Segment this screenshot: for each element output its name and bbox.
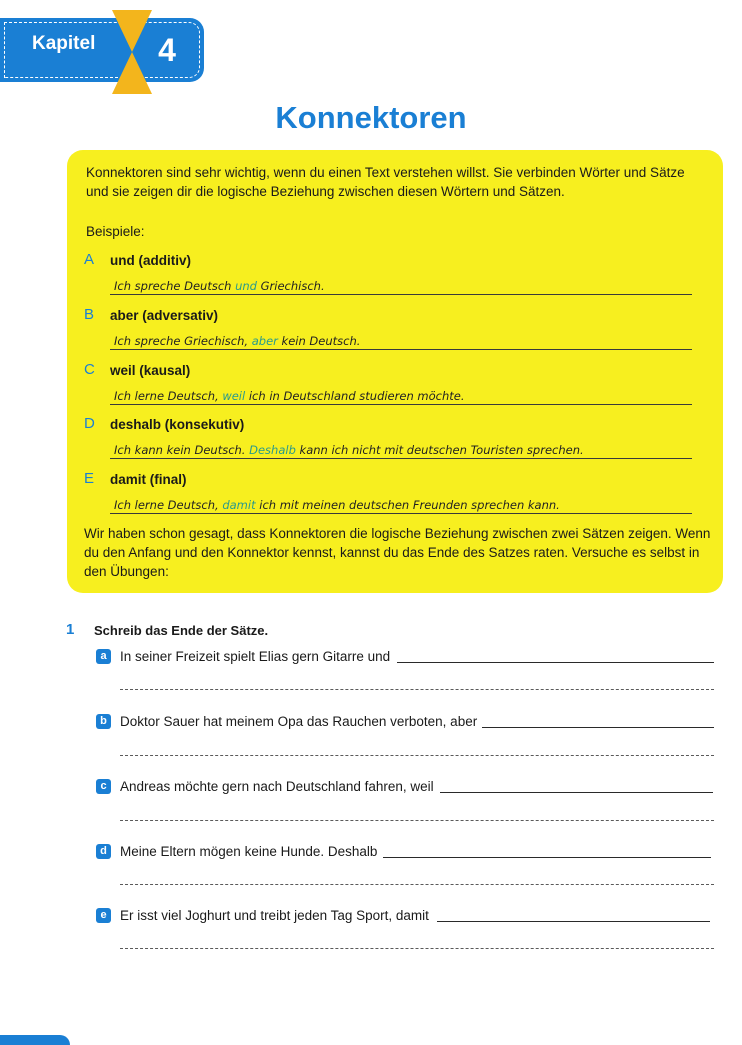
example-sentence: Ich spreche Griechisch, aber kein Deutsch.: [114, 334, 361, 348]
item-prompt: Andreas möchte gern nach Deutschland fahren, weil: [120, 779, 434, 794]
answer-line[interactable]: [482, 727, 714, 728]
exercise-number: 1: [66, 621, 75, 638]
chapter-label: Kapitel: [32, 33, 96, 54]
example-sentence: Ich lerne Deutsch, weil ich in Deutschland studieren möchte.: [114, 389, 465, 403]
example-label: weil (kausal): [110, 363, 191, 378]
answer-line-continuation[interactable]: [120, 884, 714, 885]
connector-word: aber: [251, 334, 278, 348]
item-prompt: Meine Eltern mögen keine Hunde. Deshalb: [120, 844, 378, 859]
connector-word: und: [235, 279, 257, 293]
examples-heading: Beispiele:: [86, 224, 145, 239]
example-sentence-line: [110, 440, 692, 459]
footer-corner-accent: [0, 1035, 70, 1045]
example-sentence-line: [110, 495, 692, 514]
chapter-number: 4: [158, 32, 176, 68]
example-sentence: Ich kann kein Deutsch. Deshalb kann ich nicht mit deutschen Touristen sprechen.: [114, 443, 584, 457]
item-badge: b: [96, 714, 111, 729]
example-letter: B: [84, 306, 95, 323]
answer-line[interactable]: [437, 921, 710, 922]
item-prompt: Er isst viel Joghurt und treibt jeden Tag Sport, damit: [120, 908, 429, 923]
item-badge: d: [96, 844, 111, 859]
example-letter: C: [84, 361, 95, 378]
example-sentence: Ich spreche Deutsch und Griechisch.: [114, 279, 325, 293]
example-sentence: Ich lerne Deutsch, damit ich mit meinen deutschen Freunden sprechen kann.: [114, 498, 560, 512]
example-sentence-line: [110, 386, 692, 405]
connector-word: damit: [222, 498, 256, 512]
item-badge: e: [96, 908, 111, 923]
info-intro: Konnektoren sind sehr wichtig, wenn du einen Text verstehen willst. Sie verbinden Wörter und Sätze und sie zeigen dir die logische Beziehung zwischen diesen Wörtern und Sätzen.: [86, 165, 685, 199]
answer-line-continuation[interactable]: [120, 948, 714, 949]
item-badge: a: [96, 649, 111, 664]
example-label: und (additiv): [110, 253, 191, 268]
item-prompt: Doktor Sauer hat meinem Opa das Rauchen verboten, aber: [120, 714, 478, 729]
answer-line[interactable]: [383, 857, 711, 858]
info-outro: Wir haben schon gesagt, dass Konnektoren die logische Beziehung zwischen zwei Sätzen zeigen. Wenn du den Anfang und den Konnektor kennst, kannst du das Ende des Satzes raten. Versuche es selbst in den Übungen:: [84, 526, 711, 579]
item-badge: c: [96, 779, 111, 794]
example-sentence-line: [110, 276, 692, 295]
answer-line-continuation[interactable]: [120, 820, 714, 821]
example-letter: D: [84, 415, 95, 432]
answer-line-continuation[interactable]: [120, 755, 714, 756]
answer-line[interactable]: [440, 792, 713, 793]
connector-word: Deshalb: [249, 443, 296, 457]
example-label: aber (adversativ): [110, 308, 219, 323]
answer-line[interactable]: [397, 662, 714, 663]
connector-word: weil: [222, 389, 246, 403]
item-prompt: In seiner Freizeit spielt Elias gern Gitarre und: [120, 649, 391, 664]
example-sentence-line: [110, 331, 692, 350]
example-label: damit (final): [110, 472, 187, 487]
hourglass-icon: [108, 8, 156, 96]
page-title: Konnektoren: [275, 100, 467, 135]
answer-line-continuation[interactable]: [120, 689, 714, 690]
example-letter: A: [84, 251, 95, 268]
example-label: deshalb (konsekutiv): [110, 417, 245, 432]
exercise-instruction: Schreib das Ende der Sätze.: [94, 623, 269, 638]
example-letter: E: [84, 470, 95, 487]
